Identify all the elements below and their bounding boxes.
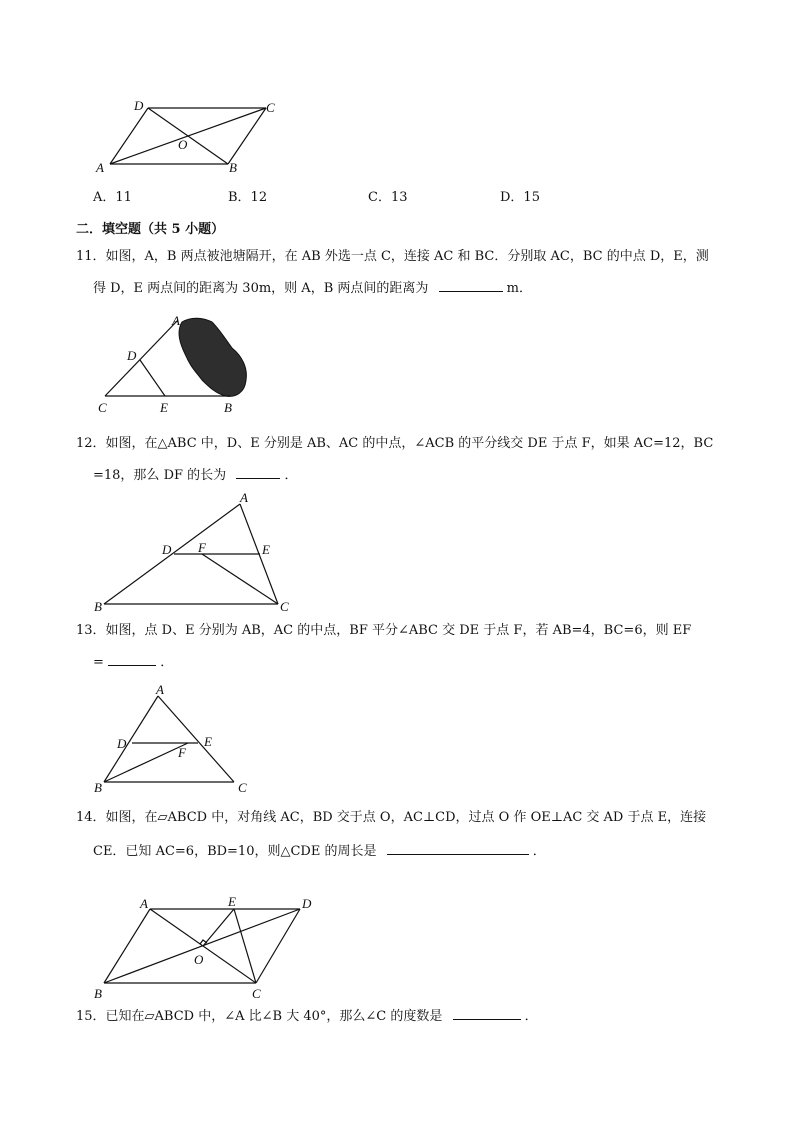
q14-diagonal-bd <box>104 909 300 983</box>
q14-side-cd <box>256 909 300 983</box>
q12-text: =18，那么 DF 的长为 <box>93 468 227 483</box>
q12-line1: 12．如图，在△ABC 中，D、E 分别是 AB、AC 的中点，∠ACB 的平分线交 DE 于点 F，如果 AC=12，BC <box>76 436 714 451</box>
q11-segment-de <box>140 360 165 396</box>
section-title: 二．填空题（共 5 小题） <box>76 222 225 237</box>
q12-line2 <box>93 466 297 485</box>
q13-answer-blank[interactable] <box>108 653 156 666</box>
q11-label-d: D <box>127 348 137 363</box>
q13-period: ． <box>160 655 174 670</box>
q11-label-b: B <box>224 400 232 415</box>
q14-label-o: O <box>194 952 204 967</box>
q12-label-b: B <box>94 599 102 614</box>
q11-diagram <box>92 312 257 416</box>
q11-unit: m． <box>506 281 532 296</box>
q12-answer-blank[interactable] <box>236 466 280 479</box>
q13-side-ac <box>158 696 234 782</box>
q10-side-ad <box>110 108 148 164</box>
q14-label-e: E <box>228 894 236 909</box>
q11-line2 <box>93 279 532 298</box>
q13-text: = <box>93 655 104 670</box>
q14-label-c: C <box>252 986 261 1001</box>
q11-label-e: E <box>160 400 168 415</box>
q11-label-a: A <box>172 313 180 328</box>
q10-label-d: D <box>134 98 144 113</box>
q14-answer-blank[interactable] <box>387 842 529 855</box>
q10-label-c: C <box>266 100 275 115</box>
q14-label-d: D <box>302 896 312 911</box>
q10-diagonal-bd <box>148 108 228 164</box>
q13-label-b: B <box>94 780 102 795</box>
q12-label-c: C <box>280 599 289 614</box>
q13-label-e: E <box>204 734 212 749</box>
q10-label-o: O <box>178 137 188 152</box>
q12-label-a: A <box>240 490 248 505</box>
q13-diagram <box>88 678 258 796</box>
q11-line1: 11．如图，A，B 两点被池塘隔开，在 AB 外选一点 C，连接 AC 和 BC．分别取 AC，BC 的中点 D，E，测 <box>76 249 709 264</box>
q10-choice-a[interactable]: A．11 <box>93 190 132 205</box>
q13-label-a: A <box>156 682 164 697</box>
q15-answer-blank[interactable] <box>453 1007 521 1020</box>
q12-label-f: F <box>198 540 206 555</box>
q14-label-a: A <box>140 896 148 911</box>
q12-label-e: E <box>262 542 270 557</box>
q13-line1: 13．如图，点 D、E 分别为 AB，AC 的中点，BF 平分∠ABC 交 DE 于点 F，若 AB=4，BC=6，则 EF <box>76 623 692 638</box>
q15-line1 <box>76 1007 538 1026</box>
q10-label-b: B <box>229 160 237 175</box>
q10-label-a: A <box>96 160 104 175</box>
q12-bisector-cf <box>202 554 278 604</box>
q14-side-ab <box>104 909 150 983</box>
q15-period: ． <box>524 1009 538 1024</box>
q14-label-b: B <box>94 986 102 1001</box>
q12-diagram <box>90 490 300 614</box>
q14-diagram <box>88 890 318 1002</box>
q13-line2 <box>93 653 173 672</box>
q14-line1: 14．如图，在▱ABCD 中，对角线 AC，BD 交于点 O，AC⊥CD，过点 O 作 OE⊥AC 交 AD 于点 E，连接 <box>76 810 707 825</box>
q11-answer-blank[interactable] <box>439 279 503 292</box>
q14-segment-oe <box>203 909 234 946</box>
q10-choice-b[interactable]: B．12 <box>228 190 268 205</box>
q13-label-f: F <box>178 745 186 760</box>
q14-segment-ce <box>234 909 256 983</box>
pond-shape <box>179 318 246 396</box>
q15-text: 15．已知在▱ABCD 中，∠A 比∠B 大 40°，那么∠C 的度数是 <box>76 1009 443 1024</box>
q10-choice-d[interactable]: D．15 <box>500 190 540 205</box>
q10-diagram <box>90 96 290 178</box>
q11-label-c: C <box>98 400 107 415</box>
q14-text: CE．已知 AC=6，BD=10，则△CDE 的周长是 <box>93 844 377 859</box>
q13-label-c: C <box>238 780 247 795</box>
q10-side-bc <box>228 108 266 164</box>
q12-label-d: D <box>162 542 172 557</box>
q13-label-d: D <box>117 736 127 751</box>
q11-segment-ca <box>105 320 178 396</box>
q10-choice-c[interactable]: C．13 <box>368 190 408 205</box>
q14-line2 <box>93 842 546 861</box>
q12-period: ． <box>284 468 298 483</box>
q11-text: 得 D，E 两点间的距离为 30m，则 A，B 两点间的距离为 <box>93 281 429 296</box>
q14-period: ． <box>532 844 546 859</box>
